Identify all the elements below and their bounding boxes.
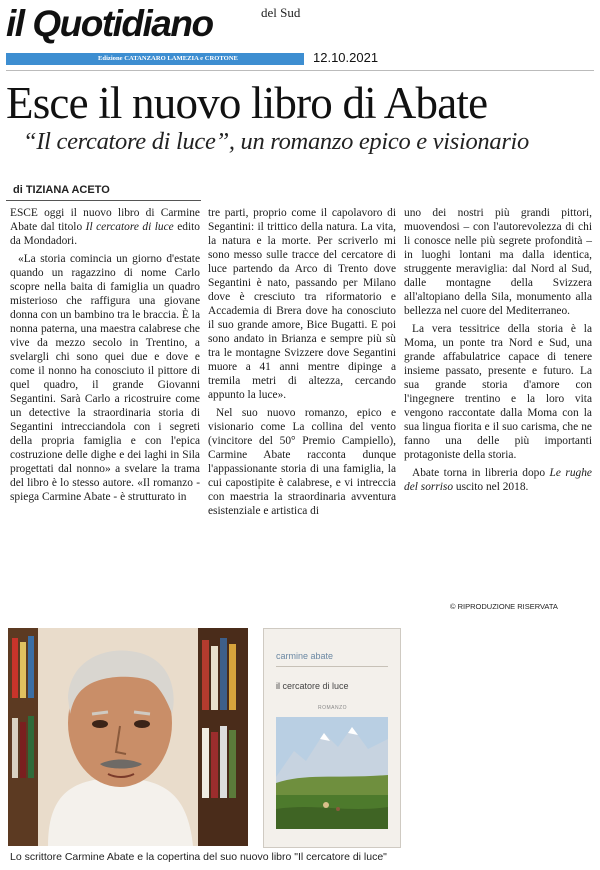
paragraph-text: ESCE oggi il nuovo libro di Carmine Abate dal titolo [10, 207, 200, 233]
masthead-divider [6, 70, 594, 71]
paragraph-text: edito da Mondadori. [10, 221, 201, 247]
paragraph: uno dei nostri più grandi pittori, muovendosi – con l'autorevolezza di chi li conosce nelle più segrete profondità – in luoghi lontani ma dalla identica, struggente meraviglia: dal Nord al Sud, dalle montagne della Svizzera all'altopiano della Sila, monumento alla bellezza nel cuore del Mediterraneo. [404, 207, 592, 317]
photo-caption: Lo scrittore Carmine Abate e la copertina del suo nuovo libro "Il cercatore di luce" [10, 851, 387, 863]
cover-title: il cercatore di luce [276, 681, 349, 691]
article-column-1 [10, 206, 200, 508]
cover-painting-mountains [276, 717, 388, 829]
author-portrait-illustration [8, 628, 248, 846]
cover-genre: ROMANZO [318, 705, 348, 711]
byline-divider [6, 200, 201, 201]
paragraph-text: Abate torna in libreria dopo [412, 467, 550, 479]
book-title-italic: Le rughe del sorriso [404, 467, 592, 493]
book-cover [263, 628, 401, 848]
cover-divider [276, 666, 388, 667]
logo-subtitle: del Sud [261, 5, 301, 20]
copyright-notice: © RIPRODUZIONE RISERVATA [450, 602, 558, 611]
author-photo [8, 628, 248, 846]
paragraph: tre parti, proprio come il capolavoro di Segantini: il trittico della natura. La vita, la natura e la morte. Per scriverlo mi sono messo sulle tracce del cercatore di luce partendo da Arco di Trento dove Segantini è nato, passando per Milano dove è cresciuto tra riformatorio e Accademia di Brera dove ha conosciuto il suo grande amore, Bice Bugatti. E poi sono andato in Brianza e sempre più sù tra le montagne Svizzere dove Segantini muore a 41 anni mentre dipinge a tremila metri di altezza, cercando appunto la luce». [208, 207, 396, 401]
article-column-2 [208, 206, 396, 522]
cover-author: carmine abate [276, 651, 334, 661]
edition-label: Edizione CATANZARO LAMEZIA e CROTONE [98, 55, 238, 62]
paragraph-text: uscito nel 2018. [453, 481, 529, 493]
byline: di TIZIANA ACETO [13, 184, 110, 196]
paragraph: «La storia comincia un giorno d'estate quando un ragazzino di nome Carlo scopre nella baita di famiglia un quadro misterioso che raffigura una giovane donna con un bambino tra le braccia. È la nonna paterna, una maestra calabrese che vive da mezzo secolo in Trentino, a svelargli chi sono quei due e dove e come il nonno ha conosciuto il pittore di quel quadro, il grande Giovanni Segantini. Sarà Carlo a ricostruire come un detective la straordinaria storia di Segantini intrecciandola con i segreti della propria famiglia e con l'epica costruzione delle dighe e dei laghi in Sila progettati dal nonno» a svelare la trama del libro è lo stesso autore. «Il romanzo - spiega Carmine Abate - è strutturato in [10, 253, 200, 503]
book-title-italic: Il cercatore di luce [85, 221, 174, 233]
newspaper-logo: il Quotidiano [6, 3, 213, 44]
publication-date: 12.10.2021 [313, 50, 379, 65]
paragraph [10, 206, 200, 248]
headline: Esce il nuovo libro di Abate [6, 78, 488, 128]
paragraph: La vera tessitrice della storia è la Moma, un ponte tra Nord e Sud, una grande affabulatrice capace di tenere insieme passato, presente e futuro. La sua grande storia d'amore con l'ingegnere trentino e la loro vita vengono raccontate dalla Moma con la sua lingua fiorita e il suo carisma, che ne fanno una delle più importanti protagoniste della storia. [404, 323, 592, 461]
article-column-3 [404, 206, 592, 498]
edition-bar [6, 53, 304, 65]
paragraph: Nel suo nuovo romanzo, epico e visionario come La collina del vento (vincitore del 50° Premio Campiello), Carmine Abate racconta dunque l'appassionante storia di una famiglia, la cui capostipite è calabrese, e vi intreccia con maestria la straordinaria avventura esistenziale e artistica di [208, 407, 396, 517]
masthead [6, 2, 306, 66]
paragraph [404, 466, 592, 494]
article-subtitle: “Il cercatore di luce”, un romanzo epico e visionario [23, 128, 530, 155]
